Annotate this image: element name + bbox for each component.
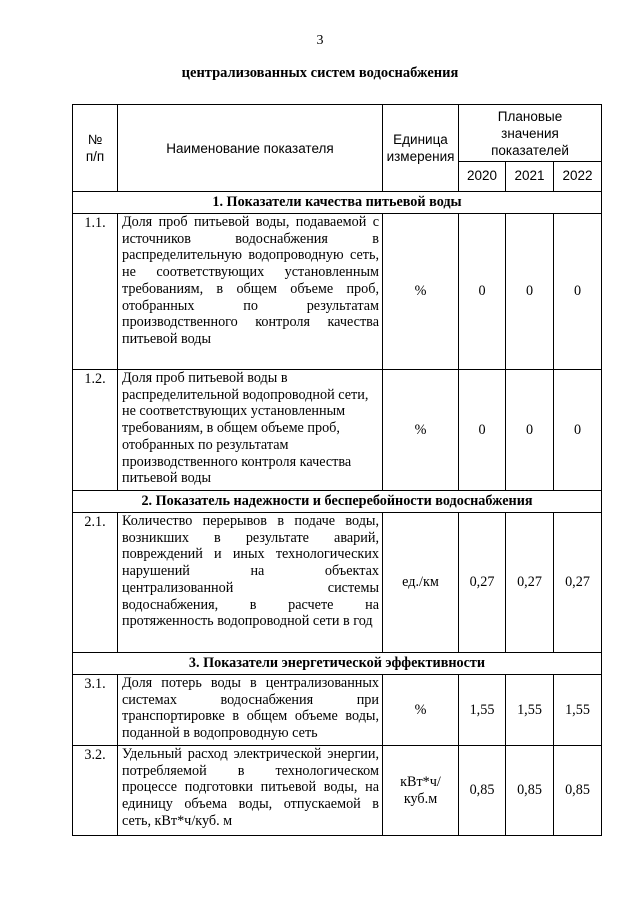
row-num: 3.1. [73,675,118,746]
section-title: 3. Показатели энергетической эффективности [73,653,602,675]
row-num: 1.2. [73,370,118,491]
row-value: 0 [554,370,602,491]
row-unit: % [383,675,459,746]
indicators-table [72,104,602,836]
header-plan: Плановые значения показателей [459,105,602,162]
header-year: 2022 [554,162,602,192]
row-value: 0,27 [554,513,602,653]
document-heading: централизованных систем водоснабжения [181,65,459,81]
header-year: 2021 [506,162,554,192]
row-name: Доля проб питьевой воды, подаваемой с источников водоснабжения в распределительную водопроводную сеть, не соответствующих установленным требованиям, в общем объеме проб, отобранных по результатам производственного контроля качества питьевой воды [118,214,383,370]
row-value: 0 [459,370,506,491]
row-num: 1.1. [73,214,118,370]
row-num: 3.2. [73,746,118,836]
header-num: № п/п [73,105,118,192]
section-row [73,653,602,675]
section-title: 2. Показатель надежности и бесперебойности водоснабжения [73,491,602,513]
row-name: Количество перерывов в подаче воды, возникших в результате аварий, повреждений и иных технологических нарушений на объектах централизованной системы водоснабжения, в расчете на протяженность водопроводной сети в год [118,513,383,653]
row-value: 0,85 [506,746,554,836]
row-value: 0,27 [459,513,506,653]
row-value: 0 [459,214,506,370]
row-value: 1,55 [459,675,506,746]
row-num: 2.1. [73,513,118,653]
row-value: 0,85 [554,746,602,836]
header-unit: Единица измерения [383,105,459,192]
row-value: 0 [554,214,602,370]
header-year: 2020 [459,162,506,192]
row-value: 1,55 [554,675,602,746]
row-name: Доля проб питьевой воды в распределительной водопроводной сети, не соответствующих установленным требованиям, в общем объеме проб, отобранных по результатам производственного контроля качества питьевой воды [118,370,383,491]
row-value: 1,55 [506,675,554,746]
row-value: 0 [506,214,554,370]
table-row [73,746,602,836]
row-value: 0,27 [506,513,554,653]
row-unit: % [383,370,459,491]
row-name: Доля потерь воды в централизованных системах водоснабжения при транспортировке в общем объеме воды, поданной в водопроводную сеть [118,675,383,746]
page-number: 3 [316,33,324,48]
table-header-row [73,105,602,162]
table-row [73,675,602,746]
row-value: 0 [506,370,554,491]
section-title: 1. Показатели качества питьевой воды [73,192,602,214]
row-name: Удельный расход электрической энергии, потребляемой в технологическом процессе подготовки питьевой воды, на единицу объема воды, отпускаемой в сеть, кВт*ч/куб. м [118,746,383,836]
table-row [73,370,602,491]
section-row [73,192,602,214]
header-name: Наименование показателя [118,105,383,192]
section-row [73,491,602,513]
row-unit: кВт*ч/ куб.м [383,746,459,836]
row-value: 0,85 [459,746,506,836]
row-unit: % [383,214,459,370]
row-unit: ед./км [383,513,459,653]
table-row [73,513,602,653]
table-row [73,214,602,370]
